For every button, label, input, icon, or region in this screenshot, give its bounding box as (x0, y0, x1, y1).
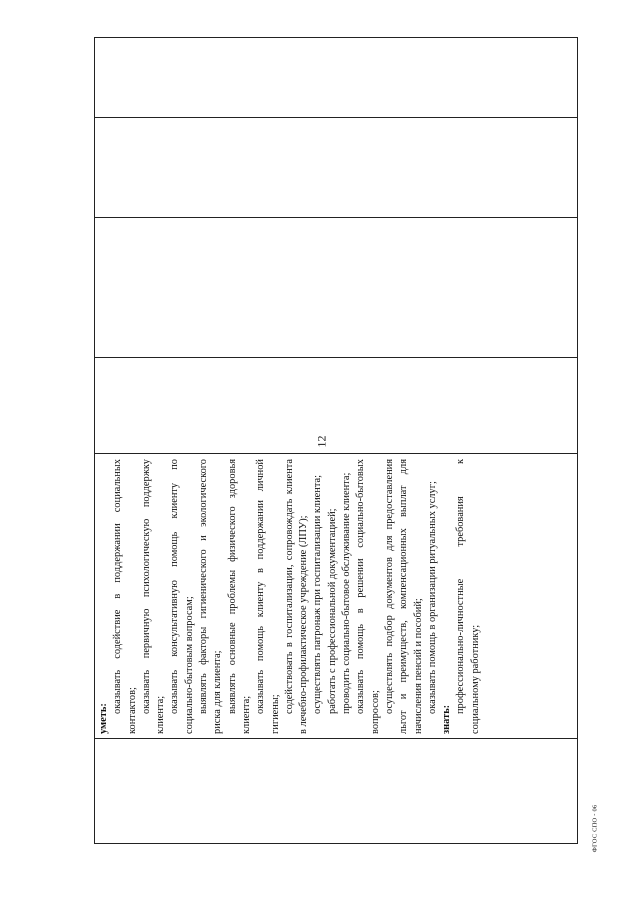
competency-table (94, 38, 578, 844)
line: выявлять факторы гигиенического и экологического риска для клиента; (198, 459, 224, 734)
line: знать: (441, 704, 453, 734)
line: работать с профессиональной документацией; (326, 508, 338, 714)
line: оказывать содействие в поддержании социальных контактов; (112, 459, 138, 734)
table-cell-empty (95, 358, 578, 454)
table-cell-empty (95, 218, 578, 358)
line: осуществлять подбор документов для предоставления льгот и преимуществ, компенсационных выплат для начисления пенсий и пособий; (383, 459, 424, 734)
table-cell-empty (95, 38, 578, 118)
line: оказывать помощь в решении социально-бытовых вопросов; (355, 459, 381, 734)
table-cell-empty-left (95, 739, 578, 844)
line: содействовать в госпитализации, сопровождать клиента в лечебно-профилактическое учреждение (ЛПУ); (283, 459, 310, 734)
table-cell-content (95, 454, 578, 739)
line: проводить социально-бытовое обслуживание клиента; (341, 472, 353, 714)
line: профессионально-личностные требования к социальному работнику; (455, 459, 481, 734)
line: выявлять основные проблемы физического здоровья клиента; (226, 459, 252, 734)
line: оказывать помощь в организации ритуальных услуг; (426, 481, 438, 714)
line: оказывать консультативную помощь клиенту по социально-бытовым вопросам; (169, 459, 195, 734)
line: уметь: (98, 703, 109, 734)
line: оказывать помощь клиенту в поддержании личной гигиены; (255, 459, 281, 734)
table-cell-empty (95, 118, 578, 218)
line: осуществлять патронаж при госпитализации клиента; (312, 474, 324, 714)
content-text (95, 454, 483, 738)
page-number: 12 (314, 435, 329, 448)
line: оказывать первичную психологическую поддержку клиента; (140, 459, 167, 734)
footer-document-code: ФГОС СПО - 06 (591, 804, 599, 853)
